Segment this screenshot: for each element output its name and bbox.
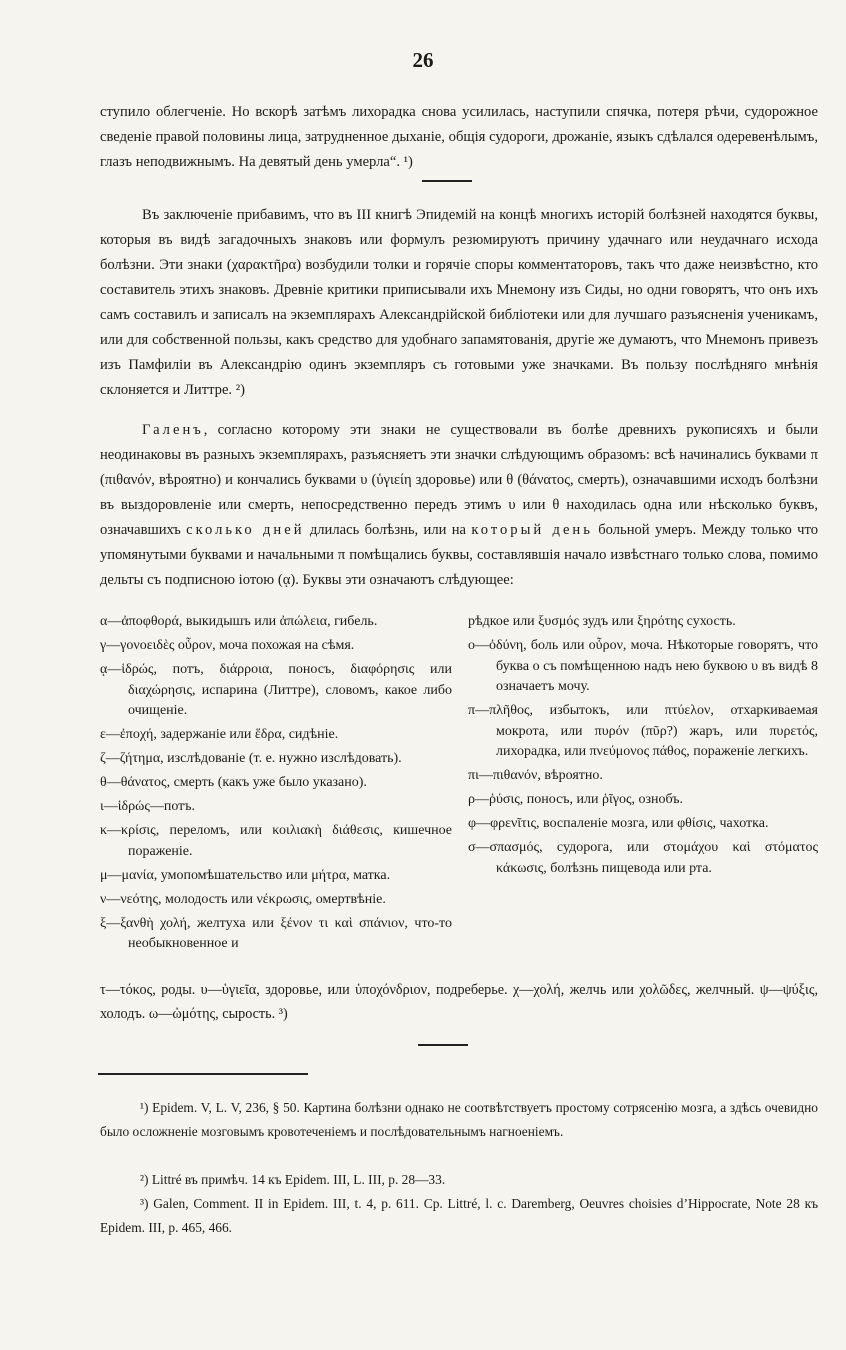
glossary-entry: рѣдкое или ξυσμός зудъ или ξηρότης сухость. <box>468 614 736 629</box>
footnote-1: ¹) Epidem. V, L. V, 236, § 50. Картина болѣзни однако не соотвѣтствуетъ простому сотрясенію мозга, а здѣсь очевидно было осложненіе мозговымъ кровотеченіемъ и послѣдовательнымъ нагноеніемъ. <box>100 1100 818 1139</box>
glossary-tail: τ—τόκος, роды. υ—ὑγιεῖα, здоровье, или ὑποχόνδριον, подреберье. χ—χολή, желчь или χολῶδες, желчный. ψ—ψύξις, холодъ. ω—ὠμότης, сырость. ³) <box>100 982 818 1022</box>
glossary-entry: κ—κρίσις, переломъ, или κοιλιακὴ διάθεσις, кишечное пораженіе. <box>100 823 452 859</box>
page-number: 26 <box>412 48 434 72</box>
glossary-entry: π—πλῆθος, избытокъ, или πτύελον, отхаркиваемая мокрота, или πυρόν (πῦρ?) жаръ, или πυρετός, лихорадка, или πνεύμονος πάθος, пораженіе легкихъ. <box>468 703 818 759</box>
glossary-right-column <box>468 612 818 883</box>
glossary-entry: γ—γονοειδὲς οὖρον, моча похожая на сѣмя. <box>100 638 355 653</box>
glossary-left-column <box>100 612 452 958</box>
glossary-entry: ξ—ξανθὴ χολή, желтуха или ξένον τι καὶ σπάνιον, что-то необыкновенное и <box>100 915 452 951</box>
glossary-entry: φ—φρενῖτις, воспаленіе мозга, или φθίσις, чахотка. <box>468 816 769 831</box>
signs-intro-paragraph: Въ заключеніе прибавимъ, что въ III книгѣ Эпидемій на концѣ многихъ исторій болѣзней находятся буквы, которыя въ видѣ загадочныхъ знаковъ или формулъ резюмируютъ причину удачнаго или неудачнаго исхода болѣзни. Эти знаки (χαρακτῆρα) возбудили толки и горячіе споры комментаторовъ, такъ что даже неизвѣстно, кто составитель этихъ знаковъ. Древніе критики приписывали ихъ Мнемону изъ Сиды, но одни говорятъ, что онъ ихъ самъ составилъ и записалъ на экземплярахъ Александрійской библіотеки или для лучшаго разъясненія ученикамъ, или для собственной пользы, какъ средство для удобнаго запамятованія, другіе же думаютъ, что Мнемонъ привезъ изъ Памфиліи въ Александрію одинъ экземпляръ съ готовыми уже значками. Въ пользу послѣдняго мнѣнія склоняется и Литтре. ²) <box>100 207 818 398</box>
glossary-entry: σ—σπασμός, судорога, или στομάχου καὶ στόματος κάκωσις, болѣзнь пищевода или рта. <box>468 840 818 876</box>
section-divider <box>422 180 472 182</box>
glossary-entry: ι—ἱδρώς—потъ. <box>100 799 196 814</box>
glossary-entry: ο—ὀδύνη, боль или οὖρον, моча. Нѣкоторые говорятъ, что буква ο съ помѣщенною надъ нею буквою υ въ видѣ 8 означаетъ мочу. <box>468 638 818 694</box>
glossary-entry: ρ—ῥύσις, поносъ, или ῥῖγος, ознобъ. <box>468 792 684 807</box>
glossary-entry: α—ἀποφθορά, выкидышъ или ἀπώλεια, гибель. <box>100 614 378 629</box>
footnote-rule <box>98 1073 308 1075</box>
footnote-2: ²) Littré въ примѣч. 14 къ Epidem. III, L. III, p. 28—33. <box>140 1172 446 1187</box>
glossary-entry: πι—πιθανόν, вѣроятно. <box>468 768 603 783</box>
glossary-entry: ζ—ζήτημα, изслѣдованіе (т. е. нужно изслѣдовать). <box>100 751 402 766</box>
glossary-entry: ᾳ—ἱδρώς, потъ, διάρροια, поносъ, διαφόρησις или διαχώρησις, испарина (Литтре), словомъ, какое либо очищеніе. <box>100 662 452 718</box>
glossary-entry: ν—νεότης, молодость или νέκρωσις, омертвѣніе. <box>100 891 386 907</box>
case-ending-paragraph: ступило облегченіе. Но вскорѣ затѣмъ лихорадка снова усилилась, наступили спячка, потеря рѣчи, судорожное сведеніе правой половины лица, затрудненное дыханіе, общія судороги, дрожаніе, языкъ сдѣлался одеревенѣлымъ, глазъ неподвижнымъ. На девятый день умерла“. ¹) <box>100 104 818 170</box>
footnote-3: ³) Galen, Comment. II in Epidem. III, t. 4, p. 611. Cp. Littré, l. c. Daremberg, Oeuvres choisies d’Hippocrate, Note 28 къ Epidem. III, p. 465, 466. <box>100 1196 818 1235</box>
glossary-entry: ε—ἐποχή, задержаніе или ἕδρα, сидѣніе. <box>100 727 339 742</box>
section-divider <box>418 1044 468 1046</box>
glossary-entry: θ—θάνατος, смерть (какъ уже было указано). <box>100 775 367 790</box>
galen-paragraph: Галенъ, согласно которому эти знаки не существовали въ болѣе древнихъ рукописяхъ и были неодинаковы въ разныхъ экземплярахъ, разъясняетъ эти значки слѣдующимъ образомъ: всѣ начинались буквами π (πιθανόν, вѣроятно) и кончались буквами υ (ὑγιείη здоровье) или θ (θάνατος, смерть), означавшими исходъ болѣзни въ выздоровленіе или смерть, непосредственно передъ этимъ υ или θ находилась одна или нѣсколько буквъ, означавшихъ сколько дней длилась болѣзнь, или на который день больной умеръ. Между только что упомянутыми буквами и начальными π помѣщались буквы, составлявшія начало извѣстнаго только слова, помимо дельты съ подписною іотою (ᾳ). Буквы эти означаютъ слѣдующее: <box>100 422 818 588</box>
glossary-entry: μ—μανία, умопомѣшательство или μήτρα, матка. <box>100 867 391 883</box>
galen-name: Галенъ <box>142 422 204 438</box>
